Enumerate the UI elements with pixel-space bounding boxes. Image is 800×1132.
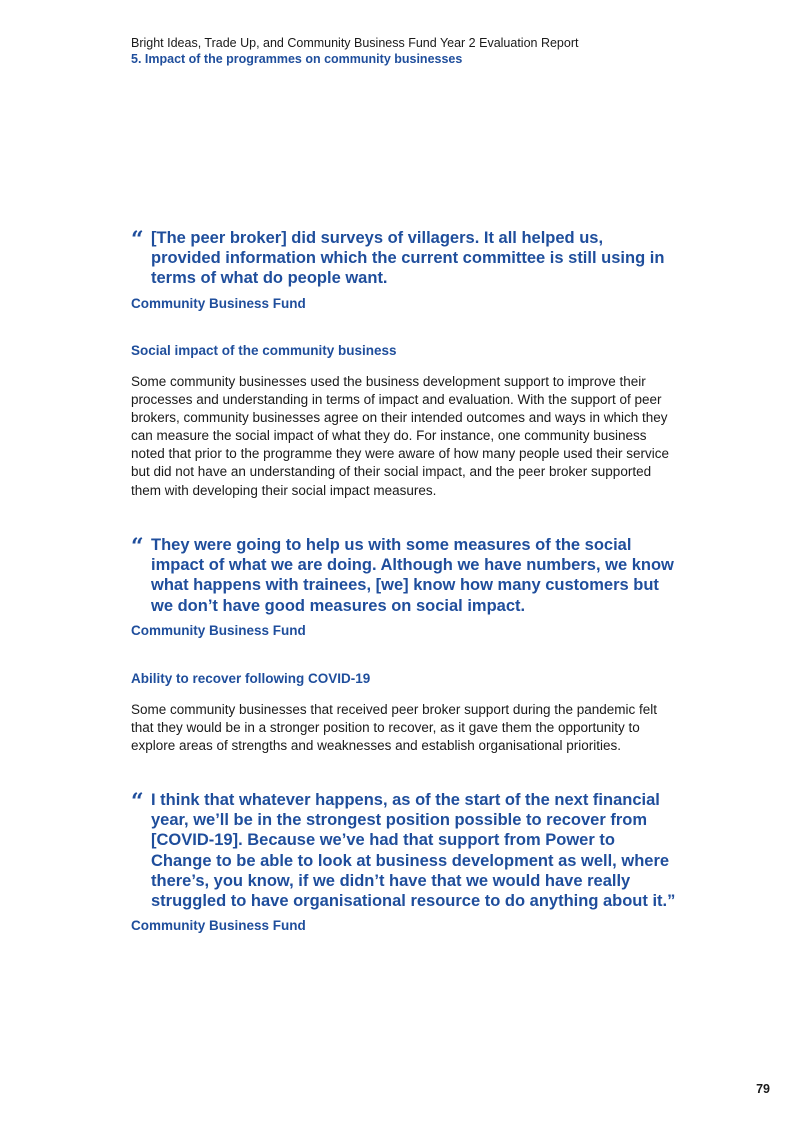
page-number: 79 — [756, 1082, 770, 1096]
quote-attribution: Community Business Fund — [131, 295, 306, 311]
pull-quote — [131, 228, 676, 289]
section-social-impact — [131, 342, 676, 500]
quote-mark-icon: “ — [131, 534, 144, 560]
quote-text: They were going to help us with some measures of the social impact of what we are doing. Although we have numbers, we know what happens with trainees, [we] know how many customers but we don’t have good measures on social impact. — [151, 536, 674, 615]
quote-attribution: Community Business Fund — [131, 918, 306, 934]
quote-mark-icon: “ — [131, 789, 144, 815]
quote-block-1 — [131, 228, 676, 313]
page-header — [131, 35, 731, 67]
section-body: Some community businesses used the business development support to improve their processes and understanding in terms of impact and evaluation. With the support of peer brokers, community businesses agree on their intended outcomes and ways in which they can measure the social impact of what they do. For instance, one community business noted that prior to the programme they were aware of how many people used their service but did not have an understanding of their social impact, and the peer broker supported them with developing their social impact measures. — [131, 374, 670, 498]
pull-quote — [131, 790, 676, 911]
quote-attribution: Community Business Fund — [131, 622, 306, 638]
section-body: Some community businesses that received peer broker support during the pandemic felt that they would be in a stronger position to recover, as it gave them the opportunity to explore areas of strengths and weaknesses and establish organisational priorities. — [131, 702, 658, 754]
quote-text: [The peer broker] did surveys of villagers. It all helped us, provided information which the current committee is still using in terms of what do people want. — [151, 229, 665, 288]
quote-text: I think that whatever happens, as of the start of the next financial year, we’ll be in the strongest position possible to recover from [COVID-19]. Because we’ve had that support from Power to Change to be able to look at business development as well, where there’s, you know, if we didn’t have that we would have really struggled to have organisational resource to do anything about it.” — [151, 791, 676, 911]
quote-mark-icon: “ — [131, 227, 144, 253]
section-heading: Ability to recover following COVID-19 — [131, 671, 371, 686]
section-covid-recovery — [131, 670, 676, 755]
quote-block-3 — [131, 790, 676, 935]
section-heading: Social impact of the community business — [131, 343, 397, 358]
section-title: 5. Impact of the programmes on community businesses — [131, 52, 463, 66]
pull-quote — [131, 535, 676, 616]
quote-block-2 — [131, 535, 676, 640]
report-title: Bright Ideas, Trade Up, and Community Business Fund Year 2 Evaluation Report — [131, 36, 579, 50]
